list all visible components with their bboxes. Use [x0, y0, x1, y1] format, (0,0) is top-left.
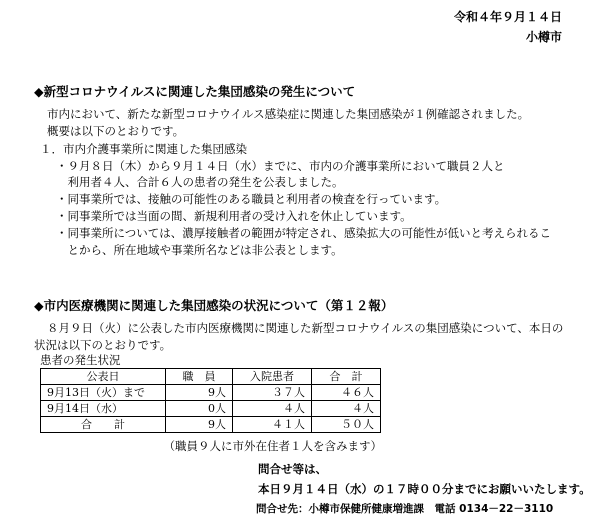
section1-item-title: １．市内介護事業所に関連した集団感染 [40, 142, 247, 156]
contact-hours: 本日９月１４日（水）の１７時００分までにお願いいたします。 [258, 482, 591, 496]
section1-bullet-1-cont: 利用者４人、合計６人の患者の発生を公表しました。 [56, 175, 344, 189]
table-row [41, 385, 381, 401]
section1-heading: ◆新型コロナウイルスに関連した集団感染の発生について [34, 84, 356, 99]
section2-intro-line2: 状況は以下のとおりです。 [34, 338, 172, 352]
table-total-row [41, 417, 381, 433]
section1-bullet-1: ・９月８日（木）から９月１４日（水）までに、市内の介護事業所において職員２人と [56, 159, 505, 173]
table-cell-inpatients: ３７人 [233, 385, 312, 401]
section1-bullet-3: ・同事業所では当面の間、新規利用者の受け入れを休止しています。 [56, 209, 412, 223]
table-note: （職員９人に市外在住者１人を含みます） [163, 439, 382, 453]
table-header-staff: 職 員 [166, 369, 233, 385]
table-cell-total: ４人 [312, 401, 381, 417]
contact-office: 問合せ先：小樽市保健所健康増進課 電話 0134－22－3110 [256, 503, 554, 515]
table-caption: 患者の発生状況 [40, 353, 121, 367]
section1-bullet-4-cont: とから、所在地域や事業所名などは非公表とします。 [56, 243, 343, 257]
issuer-name: 小樽市 [525, 30, 562, 44]
section1-bullet-4: ・同事業所については、濃厚接触者の範囲が特定され、感染拡大の可能性が低いと考えられるこ [56, 226, 551, 240]
table-cell-inpatients: ４１人 [233, 417, 312, 433]
contact-title: 問合せ等は、 [258, 462, 327, 476]
table-header-total: 合 計 [312, 369, 381, 385]
table-cell-staff: 9人 [166, 417, 233, 433]
table-header-inpatients: 入院患者 [233, 369, 312, 385]
table-header-date: 公表日 [41, 369, 166, 385]
section2-heading: ◆市内医療機関に関連した集団感染の状況について（第１２報） [34, 298, 394, 313]
table-cell-staff: 9人 [166, 385, 233, 401]
patient-status-table [40, 368, 381, 433]
section1-bullet-2: ・同事業所では、接触の可能性のある職員と利用者の検査を行っています。 [56, 192, 447, 206]
table-row [41, 401, 381, 417]
table-cell-date: 9月14日（水） [41, 401, 166, 417]
section1-intro-line1: 市内において、新たな新型コロナウイルス感染症に関連した集団感染が１例確認されました。 [47, 107, 530, 121]
table-header-row [41, 369, 381, 385]
section1-intro-line2: 概要は以下のとおりです。 [47, 124, 185, 138]
document-date: 令和４年９月１４日 [453, 10, 562, 24]
table-cell-inpatients: ４人 [233, 401, 312, 417]
table-cell-total: ４６人 [312, 385, 381, 401]
section2-intro-line1: ８月９日（火）に公表した市内医療機関に関連した新型コロナウイルスの集団感染について、本日の [47, 321, 564, 335]
table-cell-total-label: 合 計 [41, 417, 166, 433]
table-cell-total: ５０人 [312, 417, 381, 433]
table-cell-staff: 0人 [166, 401, 233, 417]
table-cell-date: 9月13日（火）まで [41, 385, 166, 401]
